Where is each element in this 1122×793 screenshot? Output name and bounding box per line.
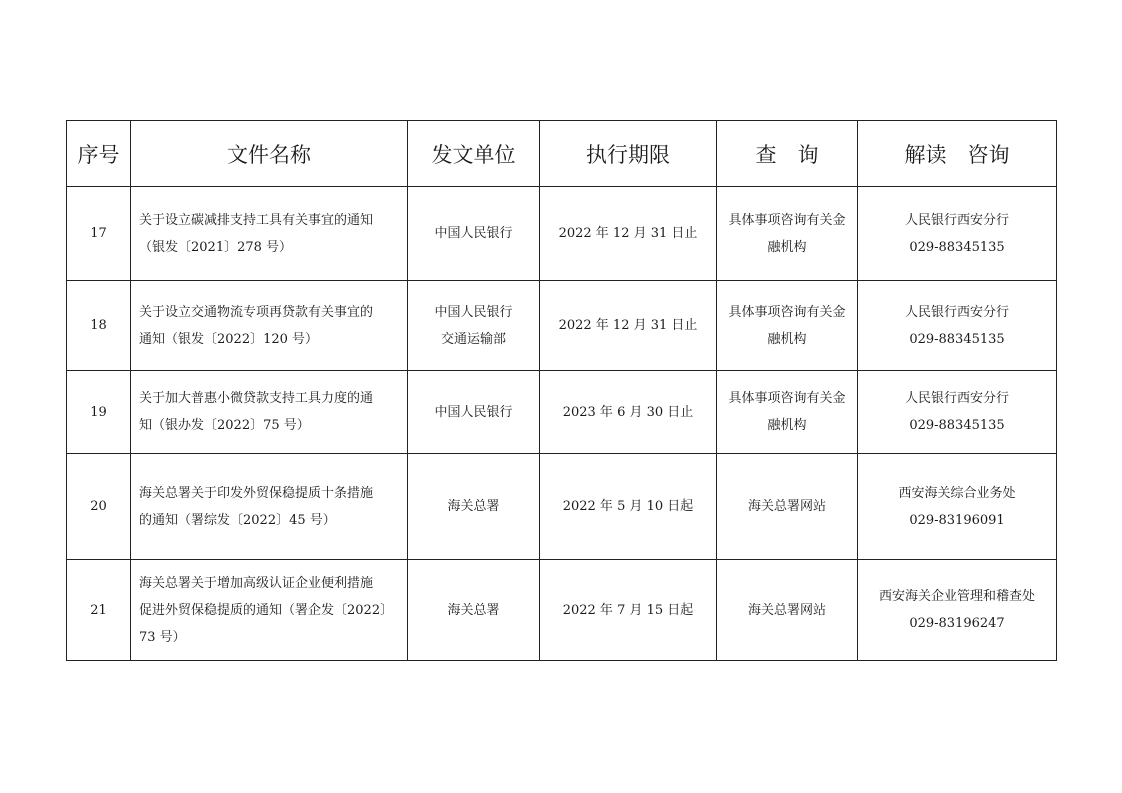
document-name-line: 关于设立碳减排支持工具有关事宜的通知 (139, 212, 374, 228)
query (717, 560, 858, 661)
table-row (67, 454, 1057, 560)
period: 2022 年 12 月 31 日止 (540, 281, 717, 371)
document-name-line: 促进外贸保稳提质的通知（署企发〔2022〕 (139, 602, 394, 618)
issuer-line: 海关总署 (447, 602, 500, 618)
query-line: 海关总署网站 (747, 602, 826, 618)
consult (858, 187, 1057, 281)
query-line: 融机构 (767, 418, 807, 433)
consult-line: 人民银行西安分行 (904, 304, 1009, 320)
query (717, 371, 858, 454)
consult-line: 029-88345135 (909, 418, 1005, 433)
issuer-line: 中国人民银行 (434, 404, 513, 420)
issuer (408, 187, 540, 281)
query-line: 海关总署网站 (747, 499, 826, 514)
query-line: 具体事项咨询有关金 (728, 304, 846, 320)
document-name-line: 关于设立交通物流专项再贷款有关事宜的 (139, 304, 374, 320)
consult (858, 560, 1057, 661)
issuer (408, 454, 540, 560)
document-name-line: 海关总署关于增加高级认证企业便利措施 (139, 575, 374, 591)
issuer (408, 281, 540, 371)
row-number: 21 (67, 560, 131, 661)
consult-line: 人民银行西安分行 (904, 212, 1009, 228)
document-name-line: 关于加大普惠小微贷款支持工具力度的通 (139, 391, 374, 406)
row-number: 18 (67, 281, 131, 371)
consult-line: 029-88345135 (909, 239, 1005, 255)
document-name (131, 371, 408, 454)
consult-line: 029-83196091 (909, 512, 1005, 528)
query-line: 融机构 (767, 331, 807, 347)
row-number: 17 (67, 187, 131, 281)
policy-table (66, 120, 1057, 661)
table-row (67, 187, 1057, 281)
row-number: 20 (67, 454, 131, 560)
document-name-line: 知（银办发〔2022〕75 号） (139, 418, 310, 433)
document-name (131, 560, 408, 661)
header-name: 文件名称 (131, 121, 408, 187)
document-name (131, 187, 408, 281)
issuer (408, 560, 540, 661)
issuer-line: 海关总署 (447, 499, 500, 514)
consult (858, 281, 1057, 371)
issuer (408, 371, 540, 454)
table-row (67, 281, 1057, 371)
document-name-line: （银发〔2021〕278 号） (139, 239, 293, 255)
period: 2023 年 6 月 30 日止 (540, 371, 717, 454)
consult-line: 西安海关综合业务处 (898, 485, 1016, 501)
table-row (67, 560, 1057, 661)
period: 2022 年 12 月 31 日止 (540, 187, 717, 281)
period: 2022 年 7 月 15 日起 (540, 560, 717, 661)
query (717, 454, 858, 560)
header-consult: 解读 咨询 (858, 121, 1057, 187)
header-issuer: 发文单位 (408, 121, 540, 187)
consult (858, 371, 1057, 454)
document-name (131, 281, 408, 371)
document-name (131, 454, 408, 560)
consult-line: 西安海关企业管理和稽查处 (878, 589, 1035, 604)
query (717, 281, 858, 371)
period: 2022 年 5 月 10 日起 (540, 454, 717, 560)
query-line: 具体事项咨询有关金 (728, 391, 846, 406)
issuer-line: 交通运输部 (440, 331, 506, 347)
query (717, 187, 858, 281)
consult-line: 029-83196247 (909, 616, 1005, 631)
document-name-line: 73 号） (139, 629, 186, 645)
document-name-line: 通知（银发〔2022〕120 号） (139, 331, 319, 347)
document-name-line: 的通知（署综发〔2022〕45 号） (139, 512, 336, 528)
header-row (67, 121, 1057, 187)
header-query: 查 询 (717, 121, 858, 187)
row-number: 19 (67, 371, 131, 454)
consult (858, 454, 1057, 560)
issuer-line: 中国人民银行 (434, 304, 513, 320)
header-period: 执行期限 (540, 121, 717, 187)
issuer-line: 中国人民银行 (434, 226, 513, 241)
table-row (67, 371, 1057, 454)
document-name-line: 海关总署关于印发外贸保稳提质十条措施 (139, 485, 374, 501)
query-line: 具体事项咨询有关金 (728, 212, 846, 228)
header-no: 序号 (67, 121, 131, 187)
consult-line: 人民银行西安分行 (904, 391, 1009, 406)
consult-line: 029-88345135 (909, 331, 1005, 347)
query-line: 融机构 (767, 239, 807, 255)
